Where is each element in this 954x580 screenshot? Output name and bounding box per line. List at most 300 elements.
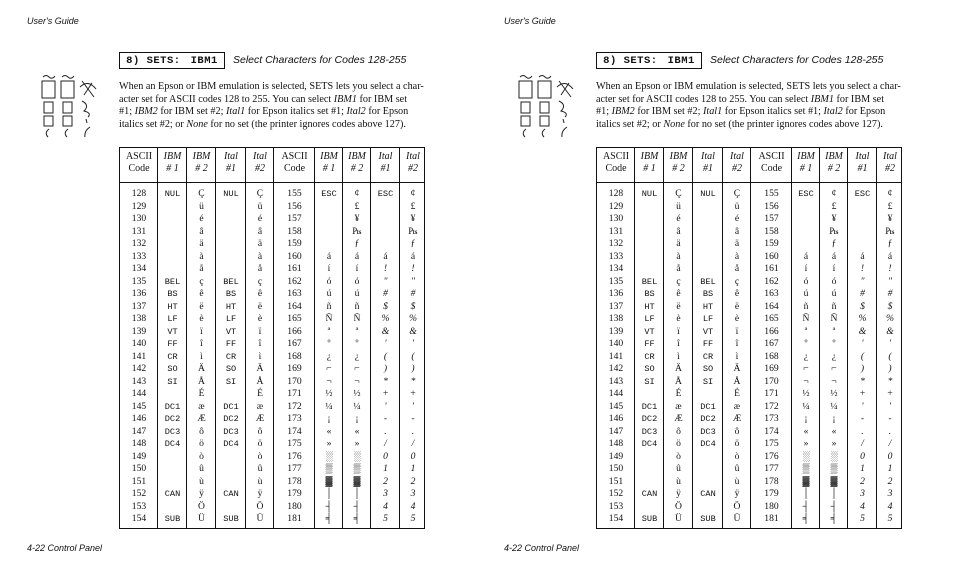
column-header-line: #2 bbox=[255, 163, 265, 174]
table-cell-ibm1: ñ bbox=[803, 300, 809, 312]
column-header bbox=[187, 151, 216, 175]
table-cell-ital1: 0 bbox=[383, 450, 388, 462]
table-cell-ibm2: ¬ bbox=[831, 375, 837, 387]
column-header-line: Ital bbox=[883, 151, 897, 162]
table-cell-ital1: * bbox=[860, 375, 865, 387]
table-column bbox=[597, 148, 635, 528]
table-cell-ital2: ç bbox=[257, 275, 263, 287]
table-cell-code: 133 bbox=[608, 250, 624, 262]
table-cell-ital1: ESC bbox=[377, 189, 394, 199]
table-cell-ital2: ì bbox=[258, 350, 262, 362]
table-cell-ibm2: Å bbox=[198, 375, 205, 387]
table-cell-ital1: BEL bbox=[700, 276, 716, 287]
table-cell-ital2: # bbox=[887, 288, 893, 299]
table-cell-ital1 bbox=[848, 213, 877, 226]
table-cell-ital1: SUB bbox=[223, 514, 239, 524]
table-cell-ital2: â bbox=[257, 225, 263, 237]
table-cell-code: 128 bbox=[131, 188, 147, 199]
table-cell-ibm1: VT bbox=[167, 326, 178, 337]
table-cell-ibm2: ò bbox=[199, 450, 204, 462]
table-cell-ital2: Ä bbox=[733, 363, 741, 374]
table-cell-ital2: ü bbox=[734, 200, 740, 212]
column-header bbox=[664, 151, 693, 175]
table-column bbox=[158, 148, 187, 528]
table-cell-ital2: á bbox=[410, 250, 416, 262]
table-cell-code: 169 bbox=[764, 363, 779, 374]
table-cell-code: 143 bbox=[608, 375, 624, 387]
table-cell-ibm1: Ñ bbox=[802, 313, 810, 324]
table-cell-ital2: / bbox=[411, 438, 415, 449]
table-cell-ibm2: Ä bbox=[198, 363, 205, 374]
column-header-line: Ital bbox=[253, 151, 267, 162]
column-header-line: Code bbox=[605, 163, 627, 174]
table-cell-ital2: ' bbox=[411, 338, 415, 349]
table-cell-ital2: $ bbox=[887, 300, 893, 312]
table-cell-ibm1: SO bbox=[644, 364, 655, 374]
table-cell-ibm2: à bbox=[676, 250, 681, 262]
table-cell-ibm2: ª bbox=[355, 325, 359, 337]
table-cell-ibm2: « bbox=[354, 425, 360, 437]
table-cell-ital1: . bbox=[861, 425, 864, 437]
table-cell-ital1 bbox=[371, 201, 400, 214]
table-column bbox=[246, 148, 274, 528]
table-cell-ibm1: ó bbox=[803, 275, 809, 287]
table-cell-ibm2: ▓ bbox=[830, 475, 838, 487]
table-cell-ibm2: ₧ bbox=[352, 225, 362, 237]
table-cell-ibm1 bbox=[158, 476, 187, 489]
table-cell-ibm2: å bbox=[676, 263, 681, 274]
table-cell-ital1: # bbox=[383, 288, 388, 299]
table-cell-ital2: Å bbox=[256, 375, 264, 387]
table-cell-ital2: ! bbox=[411, 263, 415, 274]
table-cell-ibm1: ¼ bbox=[325, 400, 333, 412]
table-cell-code: 180 bbox=[287, 500, 302, 512]
table-cell-ibm1 bbox=[792, 226, 820, 239]
table-cell-ibm2: « bbox=[831, 425, 837, 437]
table-cell-ibm1: ª bbox=[327, 325, 331, 337]
table-cell-ibm2: â bbox=[676, 225, 681, 237]
table-cell-ibm2: ó bbox=[354, 275, 360, 287]
table-cell-ital2: ÿ bbox=[257, 488, 263, 499]
column-header bbox=[848, 151, 877, 175]
table-cell-code: 162 bbox=[764, 275, 779, 287]
table-cell-ital1: 3 bbox=[383, 488, 388, 499]
table-cell-ital1 bbox=[693, 463, 723, 476]
table-cell-ital2: ¢ bbox=[887, 188, 893, 199]
table-cell-ibm1: NUL bbox=[641, 189, 658, 199]
table-cell-code: 176 bbox=[764, 450, 779, 462]
table-cell-ital2: á bbox=[887, 250, 893, 262]
table-cell-ibm2: ¢ bbox=[354, 188, 360, 199]
column-header bbox=[343, 151, 371, 175]
table-cell-ital2: Æ bbox=[732, 413, 742, 424]
table-cell-ital1: " bbox=[383, 275, 388, 287]
table-cell-ital1: # bbox=[860, 288, 865, 299]
table-cell-code: 150 bbox=[131, 463, 147, 474]
table-cell-ibm2: Ç bbox=[675, 188, 682, 199]
table-cell-ital2: ô bbox=[734, 425, 740, 437]
table-cell-ital2: + bbox=[409, 388, 417, 399]
table-cell-ibm2: » bbox=[354, 438, 360, 449]
table-cell-ibm1: SUB bbox=[164, 514, 181, 524]
table-cell-ibm2: ë bbox=[676, 300, 681, 312]
table-column bbox=[400, 148, 426, 528]
table-cell-code: 149 bbox=[608, 450, 624, 462]
table-cell-ital2: è bbox=[257, 313, 263, 324]
table-cell-code: 174 bbox=[764, 425, 779, 437]
table-cell-code: 137 bbox=[608, 300, 624, 312]
table-column bbox=[120, 148, 158, 528]
table-cell-ibm1: ½ bbox=[802, 388, 810, 399]
table-column bbox=[877, 148, 903, 528]
table-cell-ibm2: ƒ bbox=[354, 238, 360, 249]
table-cell-ital1 bbox=[216, 388, 246, 401]
section-title: Select Characters for Codes 128-255 bbox=[233, 54, 407, 66]
table-cell-code: 135 bbox=[131, 275, 147, 287]
column-header-line: #2 bbox=[885, 163, 895, 174]
column-header-line: IBM bbox=[669, 151, 688, 162]
table-cell-ital1: á bbox=[860, 250, 865, 262]
table-cell-ibm1 bbox=[635, 263, 664, 276]
table-cell-ibm2: ░ bbox=[353, 450, 361, 462]
table-cell-code: 131 bbox=[608, 225, 624, 237]
column-header bbox=[792, 151, 820, 175]
table-column bbox=[848, 148, 877, 528]
column-header-line: ASCII bbox=[281, 151, 308, 162]
column-header-line: IBM bbox=[825, 151, 843, 162]
table-cell-ital1: á bbox=[383, 250, 388, 262]
table-cell-code: 128 bbox=[608, 188, 624, 199]
table-cell-ibm2: û bbox=[676, 463, 681, 474]
table-cell-ital2: ₧ bbox=[885, 225, 895, 237]
table-cell-ital1: * bbox=[383, 375, 388, 387]
table-cell-code: 147 bbox=[608, 425, 624, 437]
character-set-table bbox=[119, 147, 425, 529]
table-cell-code: 139 bbox=[131, 325, 147, 337]
table-cell-ibm1: DC3 bbox=[641, 426, 658, 437]
column-header-line: Ital bbox=[406, 151, 420, 162]
table-cell-ibm2: ô bbox=[199, 425, 204, 437]
table-cell-code: 148 bbox=[131, 438, 147, 449]
table-cell-ibm1: ▓ bbox=[325, 475, 333, 487]
column-header-line: #1 bbox=[226, 163, 236, 174]
table-cell-ibm2: ô bbox=[676, 425, 681, 437]
table-cell-ital2: 1 bbox=[410, 463, 416, 474]
table-cell-ital2: ä bbox=[257, 238, 263, 249]
table-cell-ital2: ) bbox=[411, 363, 415, 374]
table-cell-ital2: à bbox=[734, 250, 740, 262]
table-cell-ibm1: LF bbox=[644, 314, 655, 324]
table-cell-ibm1 bbox=[635, 476, 664, 489]
table-cell-ital2: ( bbox=[411, 350, 415, 362]
column-header-line: Ital bbox=[378, 151, 393, 162]
table-cell-ibm1: ¡ bbox=[327, 413, 331, 424]
table-column bbox=[792, 148, 820, 528]
table-cell-ital1: ESC bbox=[854, 189, 871, 199]
table-cell-ibm1: º bbox=[804, 338, 808, 349]
table-cell-ital2: ò bbox=[734, 450, 740, 462]
table-cell-ital2: * bbox=[887, 375, 893, 387]
table-cell-ibm1: ESC bbox=[321, 189, 337, 199]
table-cell-code: 132 bbox=[608, 238, 624, 249]
table-cell-ital2: & bbox=[886, 325, 894, 337]
table-cell-ibm1: ESC bbox=[798, 189, 814, 199]
table-cell-code: 130 bbox=[131, 213, 147, 224]
table-cell-ital2: ù bbox=[257, 475, 263, 487]
table-cell-ibm2: á bbox=[831, 250, 837, 262]
table-cell-ibm1: HT bbox=[167, 301, 178, 312]
table-cell-ibm1 bbox=[792, 213, 820, 226]
table-cell-ibm1 bbox=[158, 501, 187, 514]
table-cell-ibm1: í bbox=[804, 263, 808, 274]
table-cell-ibm1 bbox=[635, 226, 664, 239]
table-cell-ital1: BEL bbox=[223, 276, 239, 287]
table-cell-ibm1: SUB bbox=[641, 514, 658, 524]
table-cell-code: 162 bbox=[287, 275, 302, 287]
table-cell-code: 135 bbox=[608, 275, 624, 287]
table-cell-ital1 bbox=[371, 226, 400, 239]
table-cell-code: 179 bbox=[287, 488, 302, 499]
table-cell-ital1 bbox=[693, 388, 723, 401]
table-cell-code: 175 bbox=[764, 438, 779, 449]
table-cell-code: 168 bbox=[287, 350, 302, 362]
table-cell-ital2: Æ bbox=[255, 413, 265, 424]
table-cell-code: 137 bbox=[131, 300, 147, 312]
table-cell-ibm2: ┤ bbox=[830, 500, 838, 512]
table-cell-ibm1 bbox=[635, 451, 664, 464]
table-cell-ibm1: ¡ bbox=[804, 413, 808, 424]
table-cell-ital1: ' bbox=[861, 338, 864, 349]
table-cell-code: 154 bbox=[131, 513, 147, 524]
table-cell-code: 181 bbox=[287, 513, 302, 524]
table-cell-ibm1: ⌐ bbox=[803, 363, 809, 374]
table-cell-ital1: 2 bbox=[860, 475, 865, 487]
table-cell-code: 177 bbox=[764, 463, 779, 474]
table-cell-ital2: 3 bbox=[887, 488, 893, 499]
table-column bbox=[664, 148, 693, 528]
table-cell-ital1: + bbox=[382, 388, 389, 399]
page-header: User's Guide bbox=[504, 16, 556, 26]
table-column bbox=[187, 148, 216, 528]
table-cell-ital2: ë bbox=[257, 300, 263, 312]
table-cell-ibm1: » bbox=[326, 438, 332, 449]
table-cell-ibm1: í bbox=[327, 263, 331, 274]
column-header bbox=[216, 151, 246, 175]
table-cell-ital2: Ä bbox=[256, 363, 264, 374]
table-cell-code: 167 bbox=[287, 338, 302, 349]
table-cell-ital1 bbox=[693, 226, 723, 239]
table-cell-ibm1: BS bbox=[167, 289, 178, 299]
table-cell-code: 170 bbox=[287, 375, 302, 387]
column-header-line: Ital bbox=[224, 151, 238, 162]
table-cell-code: 154 bbox=[608, 513, 624, 524]
table-cell-code: 171 bbox=[764, 388, 779, 399]
table-cell-ital1 bbox=[848, 201, 877, 214]
table-cell-code: 166 bbox=[287, 325, 302, 337]
table-cell-code: 171 bbox=[287, 388, 302, 399]
table-cell-ital2: ƒ bbox=[887, 238, 893, 249]
table-cell-ital1: SO bbox=[702, 364, 714, 374]
table-cell-ital2: ï bbox=[258, 325, 262, 337]
column-header-line: # 2 bbox=[672, 163, 685, 174]
table-cell-ital2: ë bbox=[734, 300, 740, 312]
table-cell-code: 153 bbox=[608, 500, 624, 512]
table-cell-ital1: CR bbox=[225, 351, 237, 362]
table-column bbox=[635, 148, 664, 528]
table-cell-ibm1 bbox=[792, 201, 820, 214]
table-cell-ital1: - bbox=[860, 413, 865, 424]
table-cell-ital2: å bbox=[734, 263, 740, 274]
table-cell-code: 163 bbox=[287, 288, 302, 299]
table-cell-ibm2: â bbox=[199, 225, 204, 237]
table-cell-ibm1: CAN bbox=[164, 489, 181, 499]
column-header-line: Ital bbox=[701, 151, 715, 162]
table-cell-ital1: DC2 bbox=[223, 414, 239, 424]
table-cell-ibm1: BEL bbox=[164, 276, 181, 287]
column-header bbox=[597, 151, 635, 175]
table-cell-ibm2: Å bbox=[675, 375, 682, 387]
sets-display-box bbox=[596, 52, 702, 69]
table-cell-ital1: ' bbox=[384, 338, 387, 349]
column-header-line: # 2 bbox=[195, 163, 208, 174]
table-cell-ital1: ( bbox=[383, 350, 388, 362]
table-cell-ital2: . bbox=[411, 425, 415, 437]
table-cell-ital1 bbox=[693, 451, 723, 464]
table-column bbox=[315, 148, 343, 528]
table-cell-ibm1 bbox=[158, 463, 187, 476]
table-cell-ibm1: DC4 bbox=[641, 439, 658, 449]
sets-value: IBM1 bbox=[667, 54, 695, 67]
table-cell-ital1: ' bbox=[861, 400, 864, 412]
table-column bbox=[751, 148, 792, 528]
table-cell-ibm2: ö bbox=[199, 438, 204, 449]
column-header bbox=[751, 151, 792, 175]
table-cell-ibm1 bbox=[635, 251, 664, 264]
table-cell-ibm1: SI bbox=[167, 376, 178, 387]
intro-paragraph: When an Epson or IBM emulation is selected, SETS lets you select a char- acter set for ASCII codes 128 to 255. You can select IBM1 for IBM set #1; IBM2 for IBM set #2; Ital1 for Epson italics set #1; Ital2 for Epson italics set #2; or None for no set (the printer ignores codes above 127). bbox=[596, 81, 901, 130]
table-cell-ibm2: ç bbox=[199, 275, 204, 287]
table-cell-ibm2: é bbox=[676, 213, 681, 224]
table-cell-ibm2: ç bbox=[676, 275, 681, 287]
table-cell-ibm2: ╡ bbox=[353, 513, 361, 524]
column-header-line: Code bbox=[283, 163, 306, 174]
table-cell-ibm2: ₧ bbox=[829, 225, 839, 237]
table-cell-code: 147 bbox=[131, 425, 147, 437]
table-cell-code: 149 bbox=[131, 450, 147, 462]
table-cell-ital2: Ü bbox=[256, 513, 264, 524]
table-cell-ital2: ÿ bbox=[734, 488, 740, 499]
table-cell-ibm1: CR bbox=[644, 351, 655, 362]
table-cell-ital2: Ç bbox=[256, 188, 264, 199]
table-cell-ital1: FF bbox=[225, 339, 237, 349]
table-cell-ital2: ü bbox=[257, 200, 263, 212]
column-header-line: Code bbox=[128, 163, 150, 174]
table-cell-ibm1: HT bbox=[644, 301, 655, 312]
table-cell-ital1: CAN bbox=[223, 489, 239, 499]
table-cell-ibm2: û bbox=[199, 463, 204, 474]
table-cell-ibm1: Ñ bbox=[325, 313, 333, 324]
table-cell-ibm2: ⌐ bbox=[354, 363, 360, 374]
table-cell-ital2: ù bbox=[734, 475, 740, 487]
table-cell-code: 134 bbox=[608, 263, 624, 274]
table-cell-ital1: 3 bbox=[860, 488, 865, 499]
table-cell-ibm2: ½ bbox=[830, 388, 838, 399]
table-cell-ibm2: £ bbox=[354, 200, 360, 212]
column-header-line: ASCII bbox=[758, 151, 785, 162]
table-cell-ibm2: ü bbox=[199, 200, 204, 212]
table-cell-ibm1: ó bbox=[326, 275, 332, 287]
table-cell-ibm1: ░ bbox=[802, 450, 810, 462]
table-cell-ibm1: ▒ bbox=[325, 463, 333, 474]
table-cell-code: 142 bbox=[608, 363, 624, 374]
table-cell-ital1: LF bbox=[702, 314, 714, 324]
column-header-line: IBM bbox=[797, 151, 815, 162]
table-cell-ibm1: DC2 bbox=[641, 414, 658, 424]
table-cell-ibm2: ▒ bbox=[353, 463, 361, 474]
table-cell-code: 178 bbox=[287, 475, 302, 487]
table-cell-ibm2: É bbox=[675, 388, 682, 399]
table-cell-ital1: 5 bbox=[383, 513, 388, 524]
table-cell-ital1: 0 bbox=[860, 450, 865, 462]
sets-value: IBM1 bbox=[190, 54, 218, 67]
table-cell-ibm1: LF bbox=[167, 314, 178, 324]
column-header-line: # 1 bbox=[799, 163, 813, 174]
table-cell-code: 132 bbox=[131, 238, 147, 249]
table-cell-ibm2: ñ bbox=[354, 300, 360, 312]
table-cell-ibm2: ¬ bbox=[354, 375, 360, 387]
table-cell-ital2: É bbox=[257, 388, 263, 399]
table-cell-ital1: " bbox=[860, 275, 865, 287]
column-header bbox=[246, 151, 274, 175]
table-cell-ibm2: ù bbox=[676, 475, 681, 487]
table-cell-ibm1: ┤ bbox=[802, 500, 810, 512]
table-cell-code: 179 bbox=[764, 488, 779, 499]
table-cell-code: 160 bbox=[764, 250, 779, 262]
table-cell-ital2: £ bbox=[887, 200, 893, 212]
table-cell-ital2: / bbox=[888, 438, 892, 449]
table-cell-ibm2: ▒ bbox=[830, 463, 838, 474]
table-cell-ital1: 1 bbox=[383, 463, 388, 474]
table-cell-ital2: ( bbox=[888, 350, 892, 362]
table-cell-ital1: 4 bbox=[860, 500, 865, 512]
table-cell-ibm1: BS bbox=[644, 289, 655, 299]
table-cell-code: 181 bbox=[764, 513, 779, 524]
column-header-line: Ital bbox=[855, 151, 870, 162]
table-cell-ital2: * bbox=[410, 375, 416, 387]
table-cell-ibm1: ½ bbox=[325, 388, 333, 399]
table-cell-ital1: LF bbox=[225, 314, 237, 324]
table-cell-ital1: NUL bbox=[700, 189, 716, 199]
table-cell-ital2: & bbox=[409, 325, 417, 337]
table-column bbox=[693, 148, 723, 528]
table-cell-ital2: ì bbox=[735, 350, 739, 362]
table-cell-ibm2: ⌐ bbox=[831, 363, 837, 374]
table-cell-code: 138 bbox=[131, 313, 147, 324]
table-cell-ital1: SI bbox=[702, 376, 714, 387]
table-cell-ital1: 2 bbox=[383, 475, 388, 487]
character-set-icon bbox=[40, 73, 102, 139]
table-cell-ibm2: ÿ bbox=[199, 488, 204, 499]
table-cell-ibm2: î bbox=[200, 338, 203, 349]
table-cell-ital2: æ bbox=[733, 400, 741, 412]
table-cell-code: 158 bbox=[764, 225, 779, 237]
table-cell-ital1: DC3 bbox=[700, 426, 716, 437]
table-cell-ital1: 4 bbox=[383, 500, 388, 512]
table-cell-ibm2: ¡ bbox=[355, 413, 359, 424]
column-header-line: IBM bbox=[163, 151, 182, 162]
table-cell-code: 166 bbox=[764, 325, 779, 337]
table-column bbox=[216, 148, 246, 528]
